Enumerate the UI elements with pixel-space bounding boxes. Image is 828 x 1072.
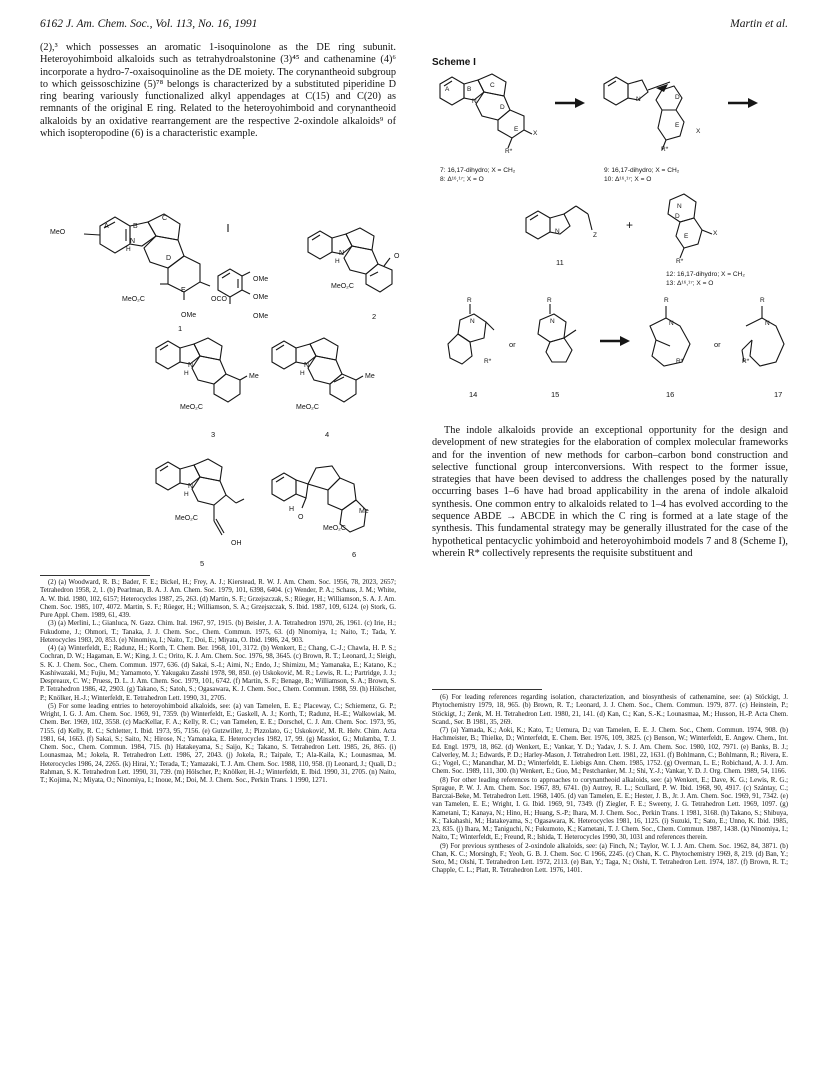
- label-o-2: O: [394, 253, 400, 260]
- label-ring-b-7: B: [467, 86, 472, 93]
- structure-compound-17: [732, 300, 802, 380]
- label-me-6: Me: [359, 508, 369, 515]
- structure-compound-6: [262, 450, 372, 540]
- label-ring-d: D: [166, 255, 172, 262]
- label-n-16: N: [669, 320, 674, 327]
- footnote-5: (5) For some leading entries to heteroyohimboid alkaloids, see: (a) van Tamelen, E. E.; Placeway, C.; Schiemenz, G. P.; Wright, I. G. J. Am. Chem. Soc. 1969, 91, 7359. (b) Winterfeldt, E.; Gaskell, A. J.; Korth, T.; Radunz, H.-E.; Walkowiak, M. Chem. Ber. 1969, 102, 3558. (c) MacKellar, F. A.; Kelly, R. C.; van Tamelen, E. E.; Dorschel, C. J. Am. Chem. Soc. 1973, 95, 7155. (d) Kelly, R. C.; Schletter, I. Ibid. 1973, 95, 7156. (e) Gutzwiller, J.; Pizzolato, G.; Uskoković, M. R. Helv. Chim. Acta 1981, 64, 1663. (f) Sakai, S.; Saito, N.; Hirose, N.; Yamanaka, E. Heterocycles 1982, 17, 99. (g) Massiot, G.; Mulamba, T. J. Chem. Soc., Chem. Commun. 1984, 715. (h) Hatakeyama, S.; Saijo, K.; Takano, S. Tetrahedron Lett. 1985, 26, 865. (i) Lounasmaa, M.; Jokela, R. Tetrahedron Lett. 1986, 27, 2043. (j) Jokela, R.; Taipale, T.; Ala-Kaila, K.; Lounasmaa, M. Heterocycles 1986, 24, 2265. (k) Hirai, Y.; Terada, T.; Yamazaki, T. J. Am. Chem. Soc. 1988, 110, 958. (l) Leonard, J.; Quali, D.; Rahman, S. K. Tetrahedron Lett. 1990, 31, 739. (m) Hölscher, P.; Knölker, H.-J.; Winterfeldt, E. Ibid. 1990, 31, 2705. (n) Naito, T.; Kojima, N.; Miyata, O.; Ninomiya, I.; Inoue, M.; Doi, M. J. Chem. Soc., Perkin Trans. 1 1990, 1271.: [40, 702, 396, 784]
- label-h-3: H: [184, 370, 189, 377]
- label-n-1: N: [130, 238, 136, 245]
- plus-sign: +: [626, 218, 634, 232]
- label-h-1: H: [126, 246, 131, 253]
- compound-number-4: 4: [325, 430, 330, 439]
- footnote-2: (2) (a) Woodward, R. B.; Bader, F. E.; Bickel, H.; Frey, A. J.; Kierstead, R. W. J. Am. Chem. Soc. 1956, 78, 2023, 2657; Tetrahedron 1958, 2, 1. (b) Pearlman, B. A. J. Am. Chem. Soc. 1979, 101, 6398, 6404. (c) Wender, P. A.; Schaus, J. M.; White, A. W. Ibid. 1980, 102, 6157; Heterocycles 1987, 25, 263. (d) Martin, S. F.; Grzejszczak, S.; Rüeger, H.; Williamson, S. A. J. Am. Chem. Soc. 1985, 107, 4072. Martin, S. F.; Rüeger, H.; Williamson, S. A.; Grzejszczak, S. Ibid. 1987, 109, 6124. (e) Stork, G. Pure Appl. Chem. 1989, 61, 439.: [40, 579, 396, 619]
- footnotes-left: [40, 579, 396, 785]
- label-ome-top: OMe: [253, 276, 269, 283]
- label-meo2c-2: MeO₂C: [331, 283, 354, 290]
- reaction-arrow-2: [728, 98, 758, 108]
- label-ring-c: C: [162, 215, 168, 222]
- label-ring-e-7: E: [514, 126, 519, 133]
- label-n-11: N: [555, 228, 560, 235]
- label-rstar-7: R*: [505, 148, 513, 155]
- label-meo-1: MeO: [50, 229, 66, 236]
- running-header-right: Martin et al.: [730, 18, 788, 30]
- structure-compound-1: [60, 188, 270, 308]
- label-ring-d-12: D: [675, 213, 680, 220]
- label-n-4: N: [304, 362, 310, 369]
- label-h-6: H: [289, 506, 295, 513]
- label-z-11: Z: [593, 232, 597, 239]
- caption-7-8: 7: 16,17-dihydro; X = CH₂ 8: Δ¹⁶,¹⁷; X = O: [440, 167, 516, 183]
- label-ring-e-9: E: [675, 122, 680, 129]
- caption-9-10: 9: 16,17-dihydro; X = CH₂ 10: Δ¹⁶,¹⁷; X = O: [604, 167, 680, 183]
- intro-text: (2),³ which possesses an aromatic 1-isoquinolone as the DE ring subunit. Heteroyohimboid alkaloids such as tetrahydroalstonine (3)⁴⁵ and cathenamine (4)⁶ incorporate a hydro-7-oxaisoquinoline as the DE moiety. The corynantheoid subgroup to which geissoschizine (5)⁷⁸ belongs is characterized by a substituted piperidine D ring bearing variously functionalized alkyl appendages at C(15) and C(20) as remnants of the original E ring. Related to the heteroyohimboid and corynantheoid alkaloids by an oxidative rearrangement are the respective 2-oxindole alkaloids⁹ of which isopteropodine (6) is a characteristic example.: [40, 42, 396, 140]
- label-ring-c-7: C: [490, 82, 495, 89]
- label-n-17: N: [765, 320, 770, 327]
- structure-compound-9-10: [596, 70, 716, 160]
- label-rstar-12: R*: [676, 258, 684, 265]
- label-ring-a-7: A: [445, 86, 450, 93]
- footnote-4: (4) (a) Winterfeldt, E.; Radunz, H.; Korth, T. Chem. Ber. 1968, 101, 3172. (b) Wenkert, E.; Chang, C.-J.; Chawla, H. P. S.; Cochran, D. W.; Hagaman, E. W.; King, J. C.; Orito, K. J. Am. Chem. Soc. 1976, 98, 3645. (c) Brown, R. T.; Leonard, J.; Sleigh, S. K. J. Chem. Soc., Chem. Commun. 1977, 636. (d) Sakai, S.-I.; Aimi, N.; Endo, J.; Shimizu, M.; Yamanaka, E.; Katano, K.; Kashiwazaki, M.; Fujiu, M.; Yamamoto, Y. Yakugaku Zasshi 1978, 98, 850. (e) Uskoković, M. R.; Lewis, R. L.; Partridge, J. J.; Despreaux, C. W.; Pruess, D. L. J. Am. Chem. Soc. 1979, 101, 6742. (f) Martin, S. F.; Benage, B.; Williamson, S. A.; Brown, S. P. Tetrahedron 1986, 42, 2903. (g) Takano, S.; Satoh, S.; Ogasawara, K. J. Chem. Soc., Chem. Commun. 1988, 59. (h) Hölscher, P.; Knölker, H.-J.; Winterfeldt, E. Tetrahedron Lett. 1990, 31, 2705.: [40, 645, 396, 702]
- label-o-6: O: [298, 514, 304, 521]
- label-n-9: N: [636, 96, 641, 103]
- label-h-5: H: [184, 491, 189, 498]
- label-x-7: X: [533, 130, 538, 137]
- label-n-12: N: [677, 203, 682, 210]
- compound-number-15: 15: [551, 390, 560, 399]
- footnote-8: (8) For other leading references to approaches to corynantheoid alkaloids, see: (a) Wenkert, E.; Dave, K. G.; Lewis, R. G.; Sprague, P. W. J. Am. Chem. Soc. 1967, 89, 6741. (b) Autrey, R. L.; Scullard, P. W. Ibid. 1968, 90, 4917. (c) Szántay, C.; Barczai-Beke, M. Tetrahedron Lett. 1968, 1405. (d) van Tamelen, E. E.; Hester, J. B., Jr. J. Am. Chem. Soc. 1969, 91, 7342. (e) van Tamelen, E. E.; Wright, I. G. Ibid. 1969, 91, 7349. (f) Ziegler, F. E.; Sweeny, J. G. Tetrahedron Lett. 1969, 1097. (g) Kametani, T.; Kanaya, N.; Hino, H.; Huang, S.-P.; Ihara, M. J. Chem. Soc., Perkin Trans. 1 1981, 3168. (h) Takano, S.; Shibuya, K.; Takahashi, M.; Hatakeyama, S.; Ogasawara, K. Heterocycles 1981, 16, 1125. (i) Suzuki, T.; Sato, E.; Unno, K. Ibid. 1985, 23, 835. (j) Ihara, M.; Taniguchi, N.; Fukumoto, K.; Kametani, T. J. Chem. Soc., Chem. Commun. 1987, 1438. (k) Ninomiya, I.; Naito, T.; Winterfeldt, E.; Freund, R.; Ishida, T. Heterocycles 1990, 30, 1031 and references therein.: [432, 776, 788, 842]
- label-n-3: N: [188, 362, 194, 369]
- footnote-7: (7) (a) Yamada, K.; Aoki, K.; Kato, T.; Uemura, D.; van Tamelen, E. E. J. Chem. Soc., Chem. Commun. 1974, 908. (b) Hachmeister, B.; Thielke, D.; Winterfeldt, E. Chem. Ber. 1976, 109, 3825. (c) Benson, W.; Winterfeldt, E. Angew. Chem., Int. Ed. Engl. 1979, 18, 862. (d) Wenkert, E.; Vankar, Y. D.; Yadav, J. S. J. Am. Chem. Soc. 1980, 102, 7971. (e) Banks, B. J.; Calverley, M. J.; Edwards, P. D.; Harley-Mason, J. Tetrahedron Lett. 1981, 22, 1631. (f) Bohlmann, C.; Bohlmann, R.; Rivera, E. G.; Vogel, C.; Manandhar, M. D.; Winterfeldt, E. Liebigs Ann. Chem. 1985, 1752. (g) Overman, L. E.; Robichaud, A. J. J. Am. Chem. Soc. 1989, 111, 300. (h) Wenkert, E.; Guo, M.; Pestchanker, M. J.; Shi, Y.-J.; Vankar, Y. D. J. Org. Chem. 1989, 54, 1166.: [432, 727, 788, 776]
- reaction-arrow-1: [555, 98, 585, 108]
- structure-compound-3: [148, 334, 248, 408]
- label-ring-e: E: [181, 287, 186, 294]
- main-paragraph-text: The indole alkaloids provide an exceptional opportunity for the design and development of new strategies for the elaboration of complex molecular frameworks and for the invention of new methods for carbon–carbon bond construction and selective functional group interconversions. With respect to the former issue, strategies that have been devised to address the challenges posed by the naturally occurring bases 1–6 have had broad applicability in the arena of indole alkaloid synthesis. One common entry to alkaloids related to 1–4 has evolved according to the sequence ABDE → ABCDE in which the C ring is formed at a late stage of the synthesis. This fundamental strategy may be generally illustrated for the case of the hypothetical pentacyclic yohimboid and heteroyohimboid models 7 and 8 (Scheme I), wherein R* collectively represents the requisite substituent and: [432, 425, 788, 559]
- label-rstar-14: R*: [484, 358, 492, 365]
- scheme-title: Scheme I: [432, 57, 476, 68]
- structure-compound-15: [526, 300, 586, 380]
- label-meo2c-1: MeO₂C: [122, 296, 145, 303]
- label-r-15: R: [547, 297, 552, 304]
- label-h-2: H: [335, 258, 340, 265]
- label-ring-b: B: [133, 223, 138, 230]
- footnote-3: (3) (a) Merlini, L.; Gianluca, N. Gazz. Chim. Ital. 1967, 97, 1915. (b) Beisler, J. A. Tetrahedron 1970, 26, 1961. (c) Irie, H.; Fukudome, J.; Ohmori, T.; Tanaka, J. J. Chem. Soc., Chem. Commun. 1975, 63. (d) Ninomiya, I.; Naito, T.; Tada, Y. Heterocycles 1983, 20, 853. (e) Ninomiya, I.; Naito, T.; Doi, E.; Miyata, O. Ibid. 1986, 24, 903.: [40, 620, 396, 644]
- label-r-14: R: [467, 297, 472, 304]
- caption-12-13: 12: 16,17-dihydro; X = CH₂ 13: Δ¹⁶,¹⁷; X = O: [666, 271, 745, 287]
- label-ring-e-12: E: [684, 233, 689, 240]
- label-me-4: Me: [365, 373, 375, 380]
- reaction-arrow-3: [600, 336, 630, 346]
- label-or-2: or: [714, 340, 721, 349]
- label-x-9: X: [696, 128, 701, 135]
- label-r-16: R: [664, 297, 669, 304]
- structure-compound-11: [518, 200, 608, 260]
- label-ome-c18: OMe: [181, 312, 197, 319]
- label-h-4: H: [300, 370, 305, 377]
- label-meo2c-5: MeO₂C: [175, 515, 198, 522]
- label-rstar-16: R*: [676, 358, 684, 365]
- structure-compound-4: [264, 334, 364, 408]
- label-meo2c-4: MeO₂C: [296, 404, 319, 411]
- label-oco-1: OCO: [211, 296, 227, 303]
- label-n-15: N: [550, 318, 555, 325]
- label-n-5: N: [188, 483, 194, 490]
- footnote-rule-left: [40, 575, 150, 576]
- label-ring-d-9: D: [675, 94, 680, 101]
- label-meo2c-3: MeO₂C: [180, 404, 203, 411]
- label-ring-d-7: D: [500, 104, 505, 111]
- compound-number-3: 3: [211, 430, 216, 439]
- compound-number-11: 11: [556, 258, 564, 267]
- main-paragraph-right: [432, 425, 788, 560]
- structure-compound-14: [446, 300, 506, 380]
- label-r-17: R: [760, 297, 765, 304]
- label-x-12: X: [713, 230, 718, 237]
- footnote-9: (9) For previous syntheses of 2-oxindole alkaloids, see: (a) Finch, N.; Taylor, W. I. J. Am. Chem. Soc. 1962, 84, 3871. (b) Chan, K. C.; Morsingh, F.; Yeoh, G. B. J. Chem. Soc. C 1966, 2245. (c) Chan, K. C. Phytochemistry 1969, 8, 219. (d) Ban, Y.; Seto, M.; Oishi, T. Tetrahedron Lett. 1972, 2113. (e) Ban, Y.; Taga, N.; Oishi, T. Tetrahedron Lett. 1974, 187. (f) Brown, R. T.; Chapple, C. L.; Platt, R. Tetrahedron Lett. 1976, 1401.: [432, 842, 788, 875]
- compound-number-5: 5: [200, 559, 205, 568]
- compound-number-6: 6: [352, 550, 357, 559]
- label-n-14: N: [470, 318, 475, 325]
- footnotes-right: [432, 694, 788, 876]
- compound-number-17: 17: [774, 390, 783, 399]
- footnote-6: (6) For leading references regarding isolation, characterization, and biosynthesis of cathenamine, see: (a) Stöckigt, J. Phytochemistry 1979, 18, 965. (b) Brown, R. T.; Leonard, J. J. Chem. Soc., Chem. Commun. 1979, 877. (c) Heinstein, P.; Stöckigt, J.; Zenk, M. H. Tetrahedron Lett. 1980, 21, 141. (d) Kan, C.; Kan, S.-K.; Lounasmaa, M.; Husson, H.-P. Acta Chem. Scand., Ser. B 1981, 35, 269.: [432, 694, 788, 726]
- structure-compound-5: [148, 455, 248, 550]
- compound-number-2: 2: [372, 312, 377, 321]
- label-n-7: N: [472, 98, 477, 105]
- label-meo2c-6: MeO₂C: [323, 525, 346, 532]
- label-rstar-9: R*: [661, 146, 669, 153]
- running-header-left: 6162 J. Am. Chem. Soc., Vol. 113, No. 16, 1991: [40, 18, 258, 30]
- structure-compound-16: [636, 300, 706, 380]
- label-ome-mid: OMe: [253, 294, 269, 301]
- structure-compound-12-13: [650, 190, 740, 270]
- intro-paragraph: [40, 42, 396, 140]
- footnote-rule-right: [432, 689, 542, 690]
- label-or-1: or: [509, 340, 516, 349]
- label-n-2: N: [339, 250, 345, 257]
- compound-number-16: 16: [666, 390, 675, 399]
- compound-number-1: 1: [178, 324, 183, 333]
- label-rstar-17: R*: [742, 358, 750, 365]
- label-ring-a: A: [104, 223, 109, 230]
- label-oh-5: OH: [231, 540, 242, 547]
- compound-number-14: 14: [469, 390, 478, 399]
- label-me-3: Me: [249, 373, 259, 380]
- label-ome-bottom: OMe: [253, 313, 269, 320]
